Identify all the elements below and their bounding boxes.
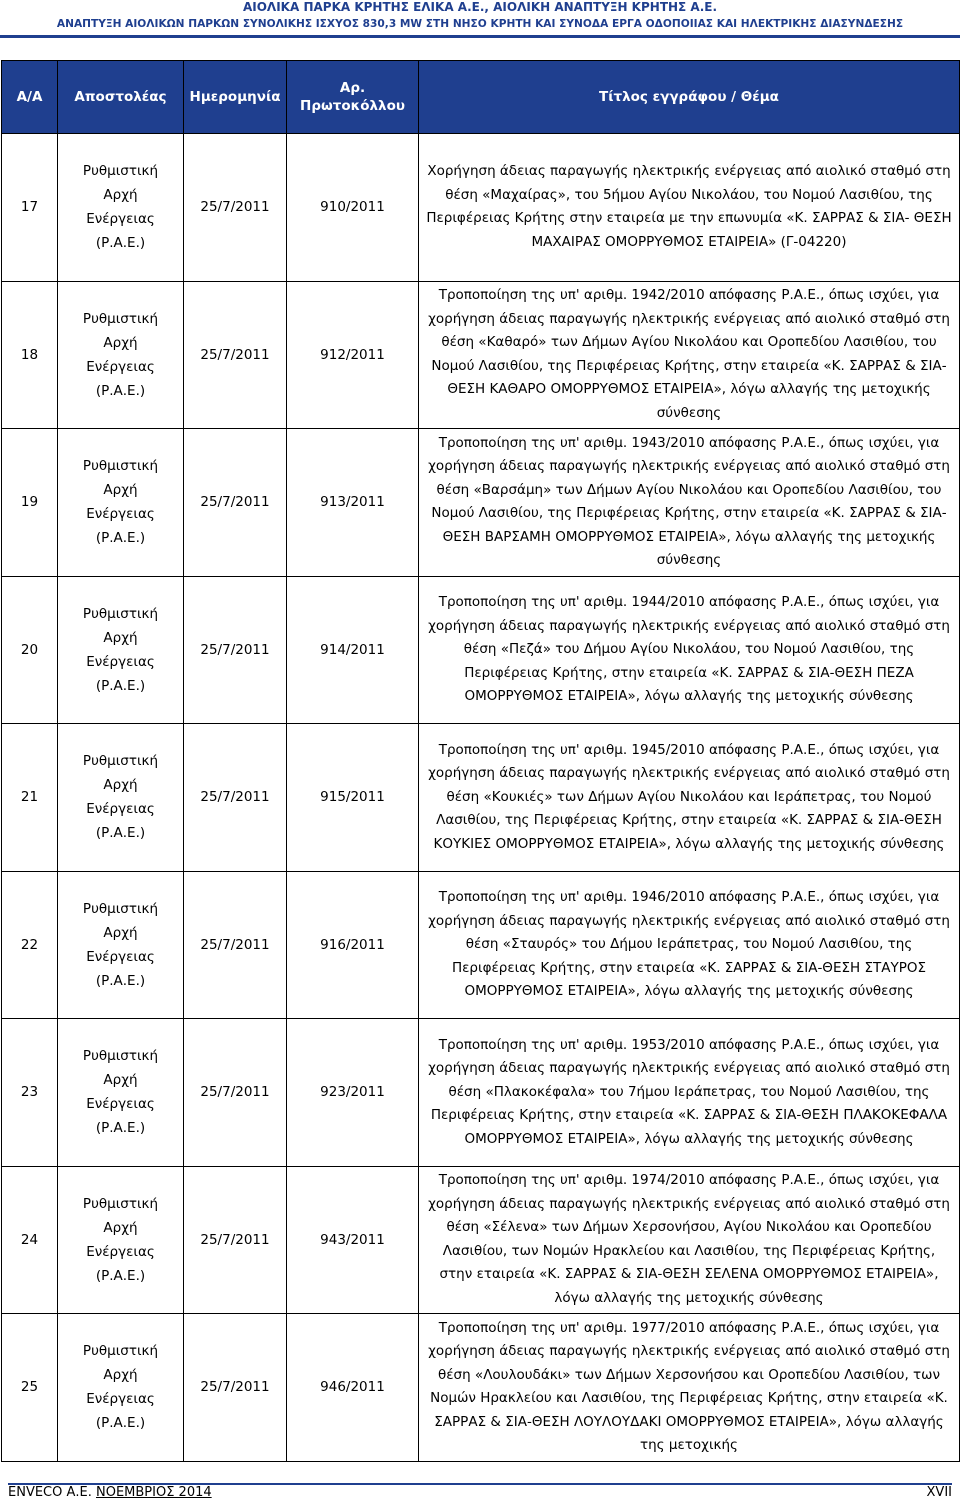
row-document-title: Τροποποίηση της υπ' αριθμ. 1945/2010 απόφασης Ρ.Α.Ε., όπως ισχύει, για χορήγηση άδειας παραγωγής ηλεκτρικής ενέργειας από αιολικό σταθμό στη θέση «Κουκιές» των Δήμων Αγίου Νικολάου και Ιεράπετρας, του Νομού Λασιθίου, της Περιφέρειας Κρήτης, στην εταιρεία «Κ. ΣΑΡΡΑΣ & ΣΙΑ-ΘΕΣΗ ΚΟΥΚΙΕΣ ΟΜΟΡΡΥΘΜΟΣ ΕΤΑΙΡΕΙΑ», λόγω αλλαγής της μετοχικής σύνθεσης	[419, 724, 960, 872]
column-header-sender: Αποστολέας	[58, 61, 184, 134]
sender-line: (Ρ.Α.Ε.)	[95, 1415, 146, 1432]
row-sender	[58, 1314, 184, 1462]
sender-line: Ενέργειας	[86, 1391, 155, 1408]
row-document-title: Τροποποίηση της υπ' αριθμ. 1943/2010 απόφασης Ρ.Α.Ε., όπως ισχύει, για χορήγηση άδειας παραγωγής ηλεκτρικής ενέργειας από αιολικό σταθμό στη θέση «Βαρσάμη» των Δήμων Αγίου Νικολάου και Οροπεδίου Λασιθίου, του Νομού Λασιθίου, της Περιφέρειας Κρήτης, στην εταιρεία «Κ. ΣΑΡΡΑΣ & ΣΙΑ-ΘΕΣΗ ΒΑΡΣΑΜΗ ΟΜΟΡΡΥΘΜΟΣ ΕΤΑΙΡΕΙΑ», λόγω αλλαγής της μετοχικής σύνθεσης	[419, 429, 960, 577]
row-number: 18	[2, 281, 58, 429]
row-sender	[58, 871, 184, 1019]
column-header-title: Τίτλος εγγράφου / Θέμα	[419, 61, 960, 134]
table-header-row	[2, 61, 960, 134]
sender-line: Αρχή	[103, 924, 138, 941]
sender-line: Αρχή	[103, 1072, 138, 1089]
row-protocol-number: 913/2011	[287, 429, 419, 577]
sender-line: (Ρ.Α.Ε.)	[95, 1267, 146, 1284]
footer-date: ΝΟΕΜΒΡΙΟΣ 2014	[96, 1485, 212, 1500]
row-date: 25/7/2011	[184, 429, 287, 577]
sender-line: (Ρ.Α.Ε.)	[95, 530, 146, 547]
row-document-title: Τροποποίηση της υπ' αριθμ. 1942/2010 απόφασης Ρ.Α.Ε., όπως ισχύει, για χορήγηση άδειας παραγωγής ηλεκτρικής ενέργειας από αιολικό σταθμό στη θέση «Καθαρό» των Δήμων Αγίου Νικολάου και Οροπεδίου Λασιθίου, του Νομού Λασιθίου, της Περιφέρειας Κρήτης, στην εταιρεία «Κ. ΣΑΡΡΑΣ & ΣΙΑ-ΘΕΣΗ ΚΑΘΑΡΟ ΟΜΟΡΡΥΘΜΟΣ ΕΤΑΙΡΕΙΑ», λόγω αλλαγής της μετοχικής σύνθεσης	[419, 281, 960, 429]
row-number: 21	[2, 724, 58, 872]
row-number: 19	[2, 429, 58, 577]
sender-line: Ενέργειας	[86, 801, 155, 818]
footer-left	[8, 1485, 212, 1501]
sender-line: Αρχή	[103, 1219, 138, 1236]
row-protocol-number: 912/2011	[287, 281, 419, 429]
table-row	[2, 724, 960, 872]
table-row	[2, 1314, 960, 1462]
sender-line: (Ρ.Α.Ε.)	[95, 825, 146, 842]
table-row	[2, 134, 960, 282]
row-protocol-number: 915/2011	[287, 724, 419, 872]
sender-line: Ενέργειας	[86, 506, 155, 523]
row-document-title: Τροποποίηση της υπ' αριθμ. 1977/2010 απόφασης Ρ.Α.Ε., όπως ισχύει, για χορήγηση άδειας παραγωγής ηλεκτρικής ενέργειας από αιολικό σταθμό στη θέση «Λουλουδάκι» των Δήμων Χερσονήσου και Οροπεδίου Λασιθίου, των Νομών Ηρακλείου και Λασιθίου, της Περιφέρειας Κρήτης, στην εταιρεία «Κ. ΣΑΡΡΑΣ & ΣΙΑ-ΘΕΣΗ ΛΟΥΛΟΥΔΑΚΙ ΟΜΟΡΡΥΘΜΟΣ ΕΤΑΙΡΕΙΑ», λόγω αλλαγής της μετοχικής	[419, 1314, 960, 1462]
sender-line: (Ρ.Α.Ε.)	[95, 382, 146, 399]
row-sender	[58, 429, 184, 577]
column-header-date: Ημερομηνία	[184, 61, 287, 134]
sender-line: Ενέργειας	[86, 653, 155, 670]
sender-line: Ρυθμιστική	[82, 753, 159, 770]
row-date: 25/7/2011	[184, 1314, 287, 1462]
row-document-title: Χορήγηση άδειας παραγωγής ηλεκτρικής ενέργειας από αιολικό σταθμό στη θέση «Μαχαίρας», του 5ήμου Αγίου Νικολάου, του Νομού Λασιθίου, της Περιφέρειας Κρήτης στην εταιρεία με την επωνυμία «Κ. ΣΑΡΡΑΣ & ΣΙΑ- ΘΕΣΗ ΜΑΧΑΙΡΑΣ ΟΜΟΡΡΥΘΜΟΣ ΕΤΑΙΡΕΙΑ» (Γ-04220)	[419, 134, 960, 282]
table-row	[2, 1166, 960, 1314]
row-protocol-number: 916/2011	[287, 871, 419, 1019]
row-sender	[58, 281, 184, 429]
sender-line: Αρχή	[103, 777, 138, 794]
footer-page-number: XVII	[926, 1485, 952, 1500]
sender-line: Ρυθμιστική	[82, 310, 159, 327]
sender-line: Ενέργειας	[86, 211, 155, 228]
page-footer	[0, 1465, 960, 1501]
sender-line: (Ρ.Α.Ε.)	[95, 235, 146, 252]
row-number: 25	[2, 1314, 58, 1462]
row-protocol-number: 914/2011	[287, 576, 419, 724]
sender-line: Ενέργειας	[86, 1096, 155, 1113]
sender-line: (Ρ.Α.Ε.)	[95, 1120, 146, 1137]
column-header-protocol-line1: Αρ.	[339, 80, 366, 96]
sender-line: Αρχή	[103, 629, 138, 646]
table-body	[2, 134, 960, 1462]
row-document-title: Τροποποίηση της υπ' αριθμ. 1974/2010 απόφασης Ρ.Α.Ε., όπως ισχύει, για χορήγηση άδειας παραγωγής ηλεκτρικής ενέργειας από αιολικό σταθμό στη θέση «Σέλενα» των Δήμων Χερσονήσου, Αγίου Νικολάου και Οροπεδίου Λασιθίου, των Νομών Ηρακλείου και Λασιθίου, της Περιφέρειας Κρήτης, στην εταιρεία «Κ. ΣΑΡΡΑΣ & ΣΙΑ-ΘΕΣΗ ΣΕΛΕΝΑ ΟΜΟΡΡΥΘΜΟΣ ΕΤΑΙΡΕΙΑ», λόγω αλλαγής της μετοχικής σύνθεσης	[419, 1166, 960, 1314]
table-row	[2, 281, 960, 429]
sender-line: Ρυθμιστική	[82, 163, 159, 180]
footer-company: ENVECO Α.Ε.	[8, 1485, 92, 1500]
sender-line: Ρυθμιστική	[82, 1343, 159, 1360]
row-date: 25/7/2011	[184, 1166, 287, 1314]
sender-line: (Ρ.Α.Ε.)	[95, 677, 146, 694]
row-sender	[58, 134, 184, 282]
row-number: 17	[2, 134, 58, 282]
row-date: 25/7/2011	[184, 871, 287, 1019]
sender-line: Ρυθμιστική	[82, 900, 159, 917]
row-protocol-number: 910/2011	[287, 134, 419, 282]
sender-line: Ρυθμιστική	[82, 605, 159, 622]
row-document-title: Τροποποίηση της υπ' αριθμ. 1946/2010 απόφασης Ρ.Α.Ε., όπως ισχύει, για χορήγηση άδειας παραγωγής ηλεκτρικής ενέργειας από αιολικό σταθμό στη θέση «Σταυρός» του Δήμου Ιεράπετρας, του Νομού Λασιθίου, της Περιφέρειας Κρήτης, στην εταιρεία «Κ. ΣΑΡΡΑΣ & ΣΙΑ-ΘΕΣΗ ΣΤΑΥΡΟΣ ΟΜΟΡΡΥΘΜΟΣ ΕΤΑΙΡΕΙΑ», λόγω αλλαγής της μετοχικής σύνθεσης	[419, 871, 960, 1019]
row-date: 25/7/2011	[184, 134, 287, 282]
row-sender	[58, 576, 184, 724]
row-number: 22	[2, 871, 58, 1019]
row-date: 25/7/2011	[184, 576, 287, 724]
table-row	[2, 1019, 960, 1167]
row-date: 25/7/2011	[184, 724, 287, 872]
row-date: 25/7/2011	[184, 281, 287, 429]
row-protocol-number: 946/2011	[287, 1314, 419, 1462]
row-protocol-number: 923/2011	[287, 1019, 419, 1167]
row-sender	[58, 1019, 184, 1167]
sender-line: (Ρ.Α.Ε.)	[95, 972, 146, 989]
column-header-protocol-line2: Πρωτοκόλλου	[300, 98, 405, 114]
row-sender	[58, 1166, 184, 1314]
row-number: 24	[2, 1166, 58, 1314]
sender-line: Αρχή	[103, 334, 138, 351]
column-header-protocol	[287, 61, 419, 134]
sender-line: Ενέργειας	[86, 1243, 155, 1260]
row-document-title: Τροποποίηση της υπ' αριθμ. 1953/2010 απόφασης Ρ.Α.Ε., όπως ισχύει, για χορήγηση άδειας παραγωγής ηλεκτρικής ενέργειας από αιολικό σταθμό στη θέση «Πλακοκέφαλα» του 7ήμου Ιεράπετρας, του Νομού Λασιθίου, της Περιφέρειας Κρήτης, στην εταιρεία «Κ. ΣΑΡΡΑΣ & ΣΙΑ-ΘΕΣΗ ΠΛΑΚΟΚΕΦΑΛΑ ΟΜΟΡΡΥΘΜΟΣ ΕΤΑΙΡΕΙΑ», λόγω αλλαγής της μετοχικής σύνθεσης	[419, 1019, 960, 1167]
row-number: 20	[2, 576, 58, 724]
table-row	[2, 576, 960, 724]
table-row	[2, 871, 960, 1019]
table-row	[2, 429, 960, 577]
sender-line: Αρχή	[103, 1367, 138, 1384]
document-header-title: ΑΙΟΛΙΚΑ ΠΑΡΚΑ ΚΡΗΤΗΣ ΕΛΙΚΑ Α.Ε., ΑΙΟΛΙΚΗ ΑΝΑΠΤΥΞΗ ΚΡΗΤΗΣ Α.Ε.	[242, 0, 718, 14]
sender-line: Αρχή	[103, 482, 138, 499]
row-sender	[58, 724, 184, 872]
document-header-subtitle: ΑΝΑΠΤΥΞΗ ΑΙΟΛΙΚΩΝ ΠΑΡΚΩΝ ΣΥΝΟΛΙΚΗΣ ΙΣΧΥΟΣ 830,3 MW ΣΤΗ ΝΗΣΟ ΚΡΗΤΗ ΚΑΙ ΣΥΝΟΔΑ ΕΡΓΑ ΟΔΟΠΟΙΙΑΣ ΚΑΙ ΗΛΕΚΤΡΙΚΗΣ ΔΙΑΣΥΝΔΕΣΗΣ	[56, 18, 904, 30]
header-divider	[0, 35, 960, 38]
row-date: 25/7/2011	[184, 1019, 287, 1167]
sender-line: Ρυθμιστική	[82, 1048, 159, 1065]
sender-line: Ενέργειας	[86, 358, 155, 375]
sender-line: Αρχή	[103, 187, 138, 204]
row-number: 23	[2, 1019, 58, 1167]
sender-line: Ενέργειας	[86, 948, 155, 965]
column-header-num: Α/Α	[2, 61, 58, 134]
correspondence-table	[1, 60, 960, 1462]
row-protocol-number: 943/2011	[287, 1166, 419, 1314]
row-document-title: Τροποποίηση της υπ' αριθμ. 1944/2010 απόφασης Ρ.Α.Ε., όπως ισχύει, για χορήγηση άδειας παραγωγής ηλεκτρικής ενέργειας από αιολικό σταθμό στη θέση «Πεζά» του Δήμου Αγίου Νικολάου, του Νομού Λασιθίου, της Περιφέρειας Κρήτης, στην εταιρεία «Κ. ΣΑΡΡΑΣ & ΣΙΑ-ΘΕΣΗ ΠΕΖΑ ΟΜΟΡΡΥΘΜΟΣ ΕΤΑΙΡΕΙΑ», λόγω αλλαγής της μετοχικής σύνθεσης	[419, 576, 960, 724]
sender-line: Ρυθμιστική	[82, 458, 159, 475]
sender-line: Ρυθμιστική	[82, 1195, 159, 1212]
